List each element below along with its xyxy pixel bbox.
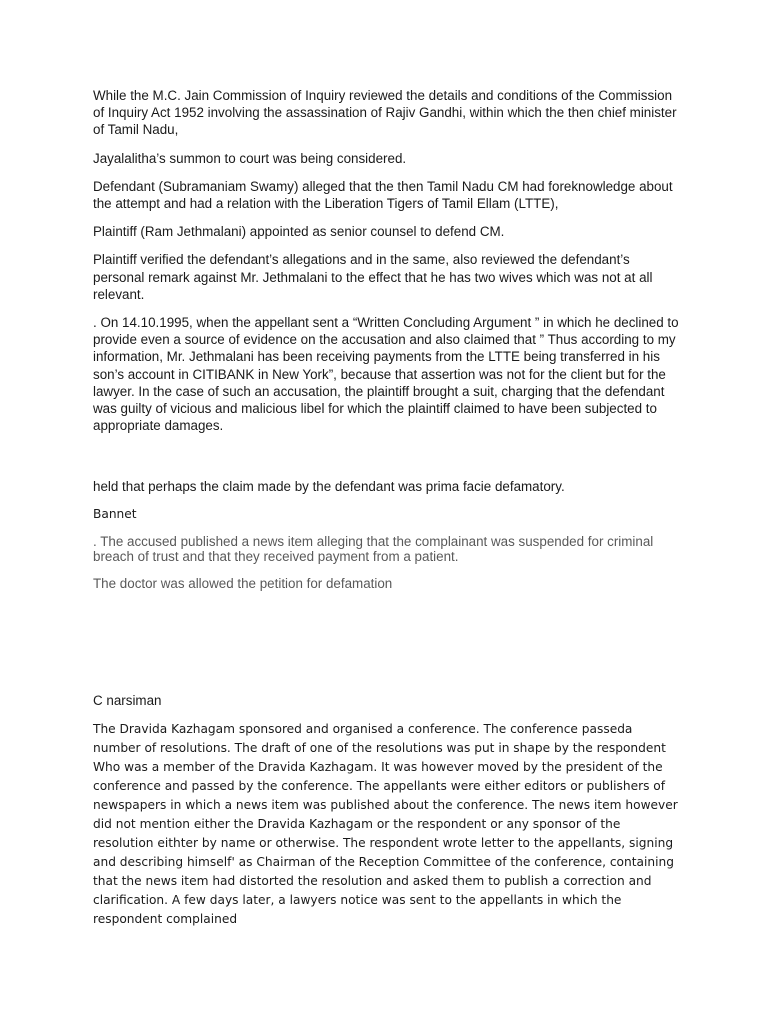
document-page <box>93 87 683 929</box>
paragraph-concluding-argument: . On 14.10.1995, when the appellant sent a “Written Concluding Argument ” in which he declined to provide even a source of evidence on the accusation and also claimed that ” Thus according to my information, Mr. Jethmalani has been receiving payments from the LTTE being transferred in his son’s account in CITIBANK in New York”, because that assertion was not for the client but for the lawyer. In the case of such an accusation, the plaintiff brought a suit, charging that the defendant was guilty of vicious and malicious libel for which the plaintiff claimed to have been subjected to appropriate damages. <box>93 315 679 434</box>
paragraph-held-defamatory: held that perhaps the claim made by the defendant was prima facie defamatory. <box>93 479 565 495</box>
case-heading-bannet: Bannet <box>93 506 137 521</box>
case-heading-narsiman: C narsiman <box>93 692 162 708</box>
paragraph-plaintiff-counsel: Plaintiff (Ram Jethmalani) appointed as senior counsel to defend CM. <box>93 224 505 240</box>
paragraph-dravida-kazhagam: The Dravida Kazhagam sponsored and organised a conference. The conference passeda number of resolutions. The draft of one of the resolutions was put in shape by the respondent Who was a member of the Dravida Kazhagam. It was however moved by the president of the conference and passed by the conference. The appellants were either editors or publishers of newspapers in which a news item was published about the conference. The news item however did not mention either the Dravida Kazhagam or the respondent or any sponsor of the resolution eithter by name or otherwise. The respondent wrote letter to the appellants, signing and describing himself' as Chairman of the Reception Committee of the conference, containing that the news item had distorted the resolution and asked them to publish a correction and clarification. A few days later, a lawyers notice was sent to the appellants in which the respondent complained <box>93 721 678 926</box>
paragraph-jain-commission: While the M.C. Jain Commission of Inquiry reviewed the details and conditions of the Commission of Inquiry Act 1952 involving the assassination of Rajiv Gandhi, within which the then chief minister of Tamil Nadu, <box>93 88 677 138</box>
paragraph-plaintiff-verified: Plaintiff verified the defendant’s allegations and in the same, also reviewed the defendant’s personal remark against Mr. Jethmalani to the effect that he has two wives which was not at all relevant. <box>93 252 653 302</box>
paragraph-jayalalitha-summon: Jayalalitha’s summon to court was being considered. <box>93 150 407 166</box>
paragraph-doctor-petition: The doctor was allowed the petition for defamation <box>93 575 393 591</box>
paragraph-news-item: . The accused published a news item alleging that the complainant was suspended for criminal breach of trust and that they received payment from a patient. <box>93 533 654 564</box>
paragraph-defendant-allegation: Defendant (Subramaniam Swamy) alleged that the then Tamil Nadu CM had foreknowledge about the attempt and had a relation with the Liberation Tigers of Tamil Ellam (LTTE), <box>93 178 673 212</box>
